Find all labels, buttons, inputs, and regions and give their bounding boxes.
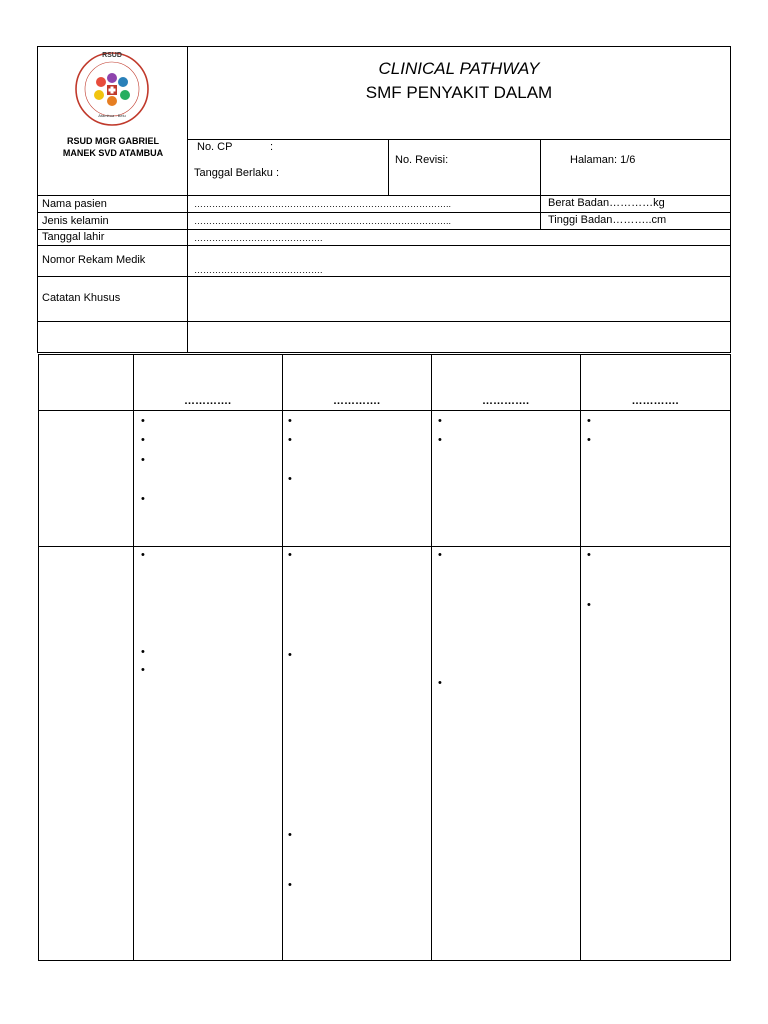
- column-header: ………….: [183, 395, 232, 407]
- bullet-point: •: [288, 473, 292, 485]
- bullet-point: •: [587, 599, 591, 611]
- column-header: ………….: [332, 395, 381, 407]
- bullet-point: •: [141, 493, 145, 505]
- grid-top-border: [38, 354, 731, 355]
- berat-tinggi-divider: [540, 195, 541, 229]
- hospital-logo: [72, 50, 152, 130]
- bullet-point: •: [141, 434, 145, 446]
- no-revisi-label: No. Revisi:: [395, 154, 449, 166]
- header-left-border: [37, 46, 38, 353]
- tanggal-lahir-label: Tanggal lahir: [42, 231, 105, 243]
- grid-col-border: [38, 354, 39, 961]
- row-divider: [37, 352, 731, 353]
- rekam-medik-field[interactable]: …………………………………….: [194, 265, 323, 275]
- nama-pasien-field[interactable]: …………………………………………………………………………..: [194, 199, 452, 209]
- column-header: ………….: [481, 395, 530, 407]
- bullet-point: •: [438, 549, 442, 561]
- bullet-point: •: [288, 649, 292, 661]
- no-cp-colon: :: [270, 141, 274, 153]
- row-divider: [37, 229, 731, 230]
- bullet-point: •: [288, 549, 292, 561]
- grid-bottom-border: [38, 960, 731, 961]
- grid-col-border: [580, 354, 581, 961]
- revisi-left-divider: [388, 139, 389, 195]
- bullet-point: •: [438, 677, 442, 689]
- bullet-point: •: [587, 434, 591, 446]
- header-top-border: [37, 46, 731, 47]
- jenis-kelamin-field[interactable]: …………………………………………………………………………..: [194, 216, 452, 226]
- grid-row-divider: [38, 546, 731, 547]
- rekam-medik-label: Nomor Rekam Medik: [42, 254, 146, 266]
- bullet-point: •: [288, 829, 292, 841]
- bullet-point: •: [141, 454, 145, 466]
- tanggal-berlaku-label: Tanggal Berlaku :: [194, 167, 279, 179]
- nama-pasien-label: Nama pasien: [42, 198, 107, 210]
- row-divider: [37, 212, 731, 213]
- bullet-point: •: [288, 415, 292, 427]
- bullet-point: •: [587, 415, 591, 427]
- column-header: ………….: [631, 395, 679, 407]
- grid-header-bottom: [38, 410, 731, 411]
- no-cp-label: No. CP: [197, 141, 233, 153]
- bullet-point: •: [141, 646, 145, 658]
- grid-col-border: [730, 354, 731, 961]
- berat-badan-field[interactable]: Berat Badan…………kg: [548, 197, 665, 209]
- document-title-italic: CLINICAL PATHWAY: [378, 59, 540, 78]
- bullet-point: •: [438, 415, 442, 427]
- bullet-point: •: [587, 549, 591, 561]
- revisi-right-divider: [540, 139, 541, 195]
- logo-bottom-text: Atambua - Belu: [98, 113, 126, 118]
- logo-top-text: RSUD: [102, 52, 122, 59]
- bullet-point: •: [438, 434, 442, 446]
- grid-col-border: [133, 354, 134, 961]
- header-right-border: [730, 46, 731, 353]
- hospital-name-line1: RSUD MGR GABRIEL: [67, 136, 159, 146]
- hospital-name-line2: MANEK SVD ATAMBUA: [62, 148, 164, 158]
- tanggal-lahir-field[interactable]: …………………………………….: [194, 233, 323, 243]
- bullet-point: •: [141, 549, 145, 561]
- grid-col-border: [431, 354, 432, 961]
- tinggi-badan-field[interactable]: Tinggi Badan………..cm: [548, 214, 667, 226]
- row-divider: [37, 245, 731, 246]
- bullet-point: •: [141, 664, 145, 676]
- grid-col-border: [282, 354, 283, 961]
- catatan-khusus-label: Catatan Khusus: [42, 292, 121, 304]
- jenis-kelamin-label: Jenis kelamin: [42, 215, 109, 227]
- bullet-point: •: [288, 434, 292, 446]
- header-title-bottom: [187, 139, 731, 140]
- row-divider: [37, 321, 731, 322]
- document-title: SMF PENYAKIT DALAM: [365, 83, 553, 102]
- bullet-point: •: [288, 879, 292, 891]
- halaman-label: Halaman: 1/6: [570, 154, 636, 166]
- row-divider: [37, 276, 731, 277]
- row-divider: [37, 195, 731, 196]
- bullet-point: •: [141, 415, 145, 427]
